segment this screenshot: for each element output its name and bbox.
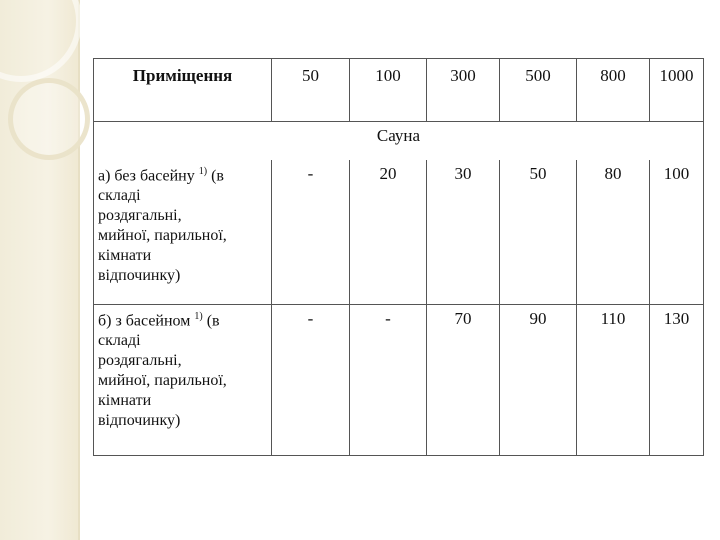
- header-capacity: 300: [427, 59, 500, 122]
- table-header-row: [94, 59, 704, 122]
- header-capacity: 500: [500, 59, 577, 122]
- header-capacity: 1000: [650, 59, 704, 122]
- desc-line: складі: [98, 187, 141, 205]
- desc-start: б) з басейном: [98, 312, 191, 330]
- desc-line: кімнати: [98, 392, 152, 410]
- header-capacity: 100: [350, 59, 427, 122]
- cell-value: -: [272, 305, 350, 456]
- footnote-mark: 1): [194, 311, 203, 322]
- table-row: [94, 160, 704, 305]
- cell-value: -: [272, 160, 350, 305]
- desc-line: відпочинку): [98, 267, 181, 285]
- cell-value: 50: [500, 160, 577, 305]
- desc-line: роздягальні,: [98, 352, 182, 370]
- cell-value: 80: [577, 160, 650, 305]
- cell-value: 20: [350, 160, 427, 305]
- header-capacity: 50: [272, 59, 350, 122]
- desc-end: (в: [211, 167, 224, 185]
- decorative-divider: [78, 0, 80, 540]
- cell-value: 30: [427, 160, 500, 305]
- cell-value: 110: [577, 305, 650, 456]
- desc-line: складі: [98, 332, 141, 350]
- section-row: [94, 122, 704, 161]
- header-capacity: 800: [577, 59, 650, 122]
- cell-value: 70: [427, 305, 500, 456]
- desc-end: (в: [206, 312, 220, 330]
- desc-line: мийної, парильної,: [98, 227, 227, 245]
- decorative-circle: [8, 78, 90, 160]
- capacity-table: [93, 58, 704, 456]
- desc-line: кімнати: [98, 247, 152, 265]
- desc-start: а) без басейну: [98, 167, 195, 185]
- desc-line: роздягальні,: [98, 207, 182, 225]
- cell-value: -: [350, 305, 427, 456]
- footnote-mark: 1): [198, 166, 208, 177]
- cell-value: 100: [650, 160, 704, 305]
- section-title: Сауна: [94, 122, 704, 161]
- table-row: [94, 305, 704, 456]
- desc-line: відпочинку): [98, 412, 181, 430]
- cell-value: 130: [650, 305, 704, 456]
- row-description: [94, 160, 272, 305]
- cell-value: 90: [500, 305, 577, 456]
- row-description: [94, 305, 272, 456]
- desc-line: мийної, парильної,: [98, 372, 227, 390]
- header-room: Приміщення: [94, 59, 272, 122]
